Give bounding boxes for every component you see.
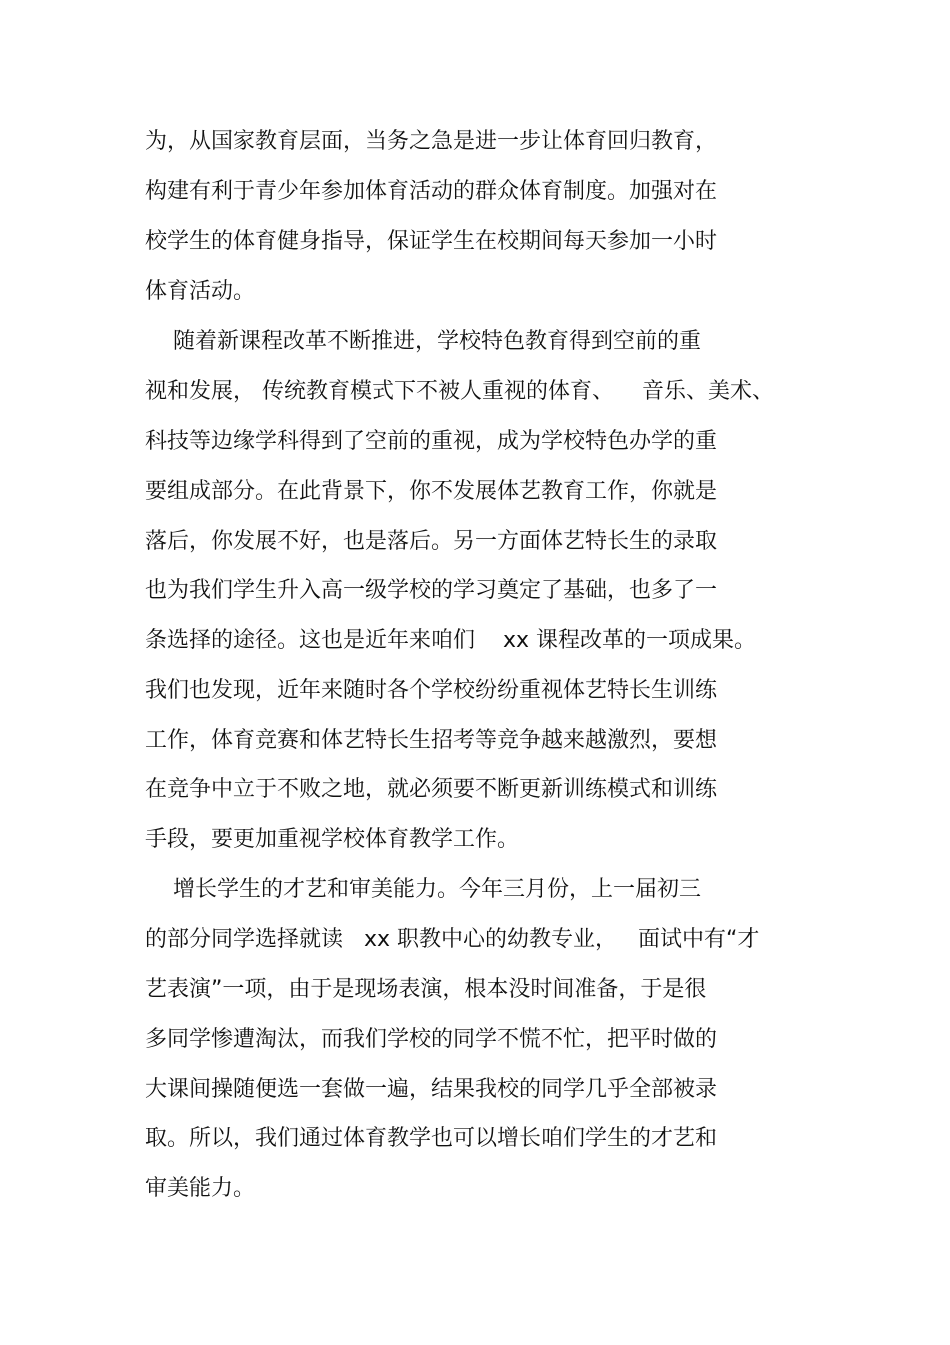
text-line: 体育活动。 [145,279,256,304]
text-line: 取。所以，我们通过体育教学也可以增长咱们学生的才艺和 [145,1126,718,1151]
paragraph-start-line: 随着新课程改革不断推进，学校特色教育得到空前的重 [145,329,701,354]
paragraph-start-line: 增长学生的才艺和审美能力。今年三月份，上一届初三 [145,877,701,902]
text-line: 也为我们学生升入高一级学校的学习奠定了基础，也多了一 [145,578,718,603]
text-line: 条选择的途径。这也是近年来咱们 xx 课程改革的一项成果。 [145,628,757,653]
text-line: 审美能力。 [145,1176,256,1201]
text-line: 在竞争中立于不败之地，就必须要不断更新训练模式和训练 [145,777,718,802]
text-line: 为，从国家教育层面，当务之急是进一步让体育回归教育， [145,129,718,154]
text-line: 要组成部分。在此背景下，你不发展体艺教育工作，你就是 [145,479,718,504]
text-line: 视和发展， 传统教育模式下不被人重视的体育、 音乐、美术、 [145,379,774,404]
text-line: 校学生的体育健身指导，保证学生在校期间每天参加一小时 [145,229,718,254]
text-line: 落后，你发展不好，也是落后。另一方面体艺特长生的录取 [145,529,718,554]
text-line: 多同学惨遭淘汰，而我们学校的同学不慌不忙，把平时做的 [145,1027,718,1052]
text-line: 科技等边缘学科得到了空前的重视，成为学校特色办学的重 [145,429,718,454]
text-line: 的部分同学选择就读 xx 职教中心的幼教专业， 面试中有“才 [145,927,760,952]
text-line: 手段，要更加重视学校体育教学工作。 [145,827,520,852]
text-line: 艺表演”一项，由于是现场表演，根本没时间准备，于是很 [145,977,707,1002]
text-line: 构建有利于青少年参加体育活动的群众体育制度。加强对在 [145,179,718,204]
text-line: 大课间操随便选一套做一遍，结果我校的同学几乎全部被录 [145,1077,718,1102]
text-line: 我们也发现，近年来随时各个学校纷纷重视体艺特长生训练 [145,678,718,703]
text-line: 工作，体育竞赛和体艺特长生招考等竞争越来越激烈，要想 [145,728,718,753]
